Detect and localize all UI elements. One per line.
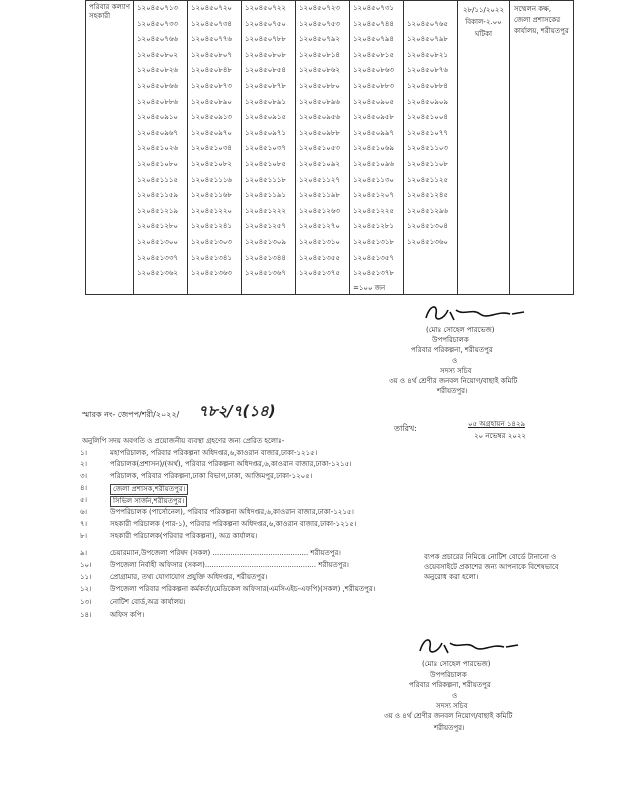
roll-number: ১২০৪৫০৯৬৭ [137, 128, 178, 137]
roll-column-5 [350, 1, 404, 295]
roll-number: ১২০৪৫১১৬৮ [191, 191, 232, 200]
roll-number: ১২০৪৫১১৯৮ [299, 191, 340, 200]
roll-number: ১২০৪৫০৯১০ [137, 113, 178, 122]
roll-number: ১২০৪৫১৩০৩ [191, 237, 232, 246]
roll-number: ১২০৪৫১২৪১ [191, 222, 232, 231]
roll-number: ১২০৪৫০৮২৬ [137, 66, 178, 75]
roll-number: ১২০৪৫১০৮২ [191, 159, 232, 168]
sig2-name: (মোঃ সোহেল পারভেজ) [422, 660, 491, 668]
roll-number: ১২০৪৫০৮৮৪ [407, 81, 448, 90]
roll-number: ১২০৪৫০৮৪৮ [191, 66, 232, 75]
roll-number: ১২০৪৫১১৯১ [245, 191, 286, 200]
roll-number: ১২০৪৫১২৫৭ [245, 222, 286, 231]
distribution-number: ৪। [80, 484, 88, 492]
signature-image [414, 633, 524, 659]
roll-number: ১২০৪৫০৭৬৬ [137, 35, 178, 44]
roll-number: ১২০৪৫১৩৫৭ [353, 253, 394, 262]
sig2-office: পরিবার পরিকল্পনা, শরীয়তপুর [409, 681, 491, 689]
memo-handwritten-number: ৭৮২/৭(১৪) [198, 402, 276, 420]
roll-number: ১২০৪৫০৮৮০ [299, 81, 340, 90]
roll-column-4 [296, 1, 350, 295]
roll-number: ১২০৪৫০৭৯২ [299, 35, 340, 44]
roll-number: ১২০৪৫১২২৫ [353, 206, 394, 215]
distribution-text: অফিস কপি। [110, 611, 145, 619]
roll-number: ১২০৪৫১৩৬২ [137, 269, 178, 278]
distribution-number: ৩। [80, 472, 88, 480]
distribution-number: ৯। [80, 549, 88, 557]
roll-number: ১২০৪৫১১০৩ [407, 144, 448, 153]
distribution-text: পরিচালক(প্রশাসন)/(অর্থ), পরিবার পরিকল্পনা অধিদপ্তর,৬,কাওরান বাজার,ঢাকা-১২১৫। [110, 460, 352, 468]
roll-number: ১২০৪৫০৯৫৬ [299, 113, 340, 122]
roll-number: ১২০৪৫১২৬৩ [299, 206, 340, 215]
distribution-number: ৭। [80, 520, 88, 528]
roll-number: ১২০৪৫০৮২১ [407, 50, 448, 59]
roll-number: ১২০৪৫১০০৪ [407, 113, 448, 122]
signature-image [420, 300, 530, 326]
roll-number: ১২০৪৫০৮৯০ [191, 97, 232, 106]
roll-number: ১২০৪৫১১১৮ [245, 175, 286, 184]
roll-number: ১২০৪৫১২৭০ [299, 222, 340, 231]
roll-number: ১২০৪৫১০৫৩ [299, 144, 340, 153]
roll-number: ১২০৪৫১০৬৯ [353, 144, 394, 153]
roll-number: ১২০৪৫০৭২০ [191, 4, 232, 12]
roll-number: ১২০৪৫১৩৩৭ [137, 253, 178, 262]
roll-number: ১২০৪৫১৩৪১ [191, 253, 232, 262]
roll-number: ১২০৪৫০৭৫৩ [299, 19, 340, 28]
roll-number: ১২০৪৫১১১৫ [137, 175, 178, 184]
roll-column-2 [188, 1, 242, 295]
roll-number: ১২০৪৫০৭৭৬ [191, 35, 232, 44]
roll-number [404, 1, 457, 17]
roll-number: ১২০৪৫১০৯৬ [353, 159, 394, 168]
sig1-committee: ৩য় ও ৪র্থ শ্রেণীর জনবল নিয়োগ/বাছাই কমিটি [389, 377, 518, 385]
distribution-text: সহকারী পরিচালক (পার-১), পরিবার পরিকল্পনা অধিদপ্তর,৬,কাওরান বাজার,ঢাকা-১২১৫। [110, 520, 357, 528]
roll-number: ১২০৪৫১৩০৪ [407, 222, 448, 231]
roll-number: ১২০৪৫০৯০৫ [353, 97, 394, 106]
roll-number: ১২০৪৫০৭৯৪ [353, 35, 394, 44]
roll-number: ১২০৪৫০৮৯১ [245, 97, 286, 106]
distribution-number: ৮। [80, 532, 88, 540]
exam-time: বিকাল-২.০০ ঘটিকা [465, 18, 502, 38]
roll-number: ১২০৪৫১৩৬৩ [191, 269, 232, 278]
roll-number: ১২০৪৫০৮০৮ [245, 50, 286, 59]
distribution-text: পরিচালক, পরিবার পরিকল্পনা,ঢাকা বিভাগ,ঢাকা, আজিমপুর,ঢাকা-১২০৫। [110, 472, 313, 480]
roll-number: ১২০৪৫০৮০৭ [191, 50, 232, 59]
roll-number: ১২০৪৫০৭৬৫ [407, 19, 448, 28]
roll-number-table [85, 0, 574, 295]
distribution-number: ১৩। [80, 598, 92, 606]
roll-number: ১২০৪৫১১২৭ [299, 175, 340, 184]
sig2-place: শরীয়তপুর। [434, 724, 465, 732]
roll-number: ১২০৪৫১১৫৯ [137, 191, 178, 200]
roll-number: ১২০৪৫১০৩৪ [191, 144, 232, 153]
roll-number: ১২০৪৫১১২৫ [407, 175, 448, 184]
distribution-text: প্রোগ্রামার, তথ্য যোগাযোগ প্রযুক্তি অধিদপ্তর, শরীয়তপুর। [110, 573, 268, 581]
roll-number: ১২০৪৫১২২০ [191, 206, 232, 215]
distribution-number: ১০। [80, 561, 92, 569]
roll-number: ১২০৪৫০৮৯৬ [299, 97, 340, 106]
roll-number: ১২০৪৫১০৩৭ [245, 144, 286, 153]
roll-number: ১২০৪৫১১০৮ [407, 159, 448, 168]
distribution-text: মহাপরিচালক, পরিবার পরিকল্পনা অধিদপ্তর,৬,কাওরান বাজার,ঢাকা-১২১৫। [110, 449, 318, 457]
distribution-number: ১১। [80, 573, 92, 581]
roll-number: ১২০৪৫০৯৮৮ [299, 128, 340, 137]
memo-intro: অনুলিপি সদয় অবগতি ও প্রয়োজনীয় ব্যবস্থা গ্রহণের জন্য প্রেরিত হলোঃ- [82, 437, 285, 445]
notice-note: ব্যপক প্রচারের নিমিত্তে নোটিশ বোর্ডে টানানো ও ওয়েবসাইটে প্রকাশের জন্য আপনাকে বিশেষভাবে অনুরোধ করা হলো। [424, 553, 559, 581]
roll-number: ১২০৪৫১৩৭৫ [299, 269, 340, 278]
distribution-number: ১৪। [80, 611, 92, 619]
total-count: =১০০ জন [353, 283, 386, 292]
distribution-text: উপজেলা পরিবার পরিকল্পনা কর্মকর্তা/মেডিকেল অফিসার(এমসিএইচ-এফপি)(সকল) ,শরীয়তপুর। [110, 585, 376, 593]
roll-number: ১২০৪৫১১১৬ [191, 175, 232, 184]
sig1-role: সদস্য সচিব [440, 367, 472, 375]
roll-number: ১২০৪৫০৮০২ [137, 50, 178, 59]
roll-number: ১২০৪৫১০৮৫ [245, 159, 286, 168]
roll-number: ১২০৪৫০৮৬৩ [353, 66, 394, 75]
distribution-number: ১২। [80, 585, 92, 593]
distribution-text: উপপরিচালক (পার্সোনেল), পরিবার পরিকল্পনা অধিদপ্তর,৬,কাওরান বাজার,ঢাকা-১২১৫। [110, 508, 354, 516]
memo-date-label: তারিখ: [394, 424, 417, 433]
roll-number: ১২০৪৫০৯৫৮ [353, 113, 394, 122]
distribution-text: নোটিশ বোর্ড,অত্র কার্যালয়। [110, 598, 186, 606]
roll-number: ১২০৪৫০৮১৪ [299, 50, 340, 59]
roll-number: ১২০৪৫১০৮০ [137, 159, 178, 168]
roll-number: ১২০৪৫১১৩০ [353, 175, 394, 184]
roll-column-6 [404, 1, 458, 295]
roll-number: ১২০৪৫১২১৯ [137, 206, 178, 215]
roll-column-1 [134, 1, 188, 295]
distribution-number: ৫। [80, 496, 88, 504]
distribution-text: জেলা প্রশাসক,শরীয়তপুর। [110, 484, 188, 495]
distribution-number: ৬। [80, 508, 88, 516]
roll-number: ১২০৪৫০৭৯৮ [407, 35, 448, 44]
date-time-cell [458, 1, 510, 295]
sig2-committee: ৩য় ও ৪র্থ শ্রেণীর জনবল নিয়োগ/বাছাই কমিটি [384, 712, 513, 720]
memo-label: স্মারক নং- জেপপ/শরী/২০২২/ [82, 410, 180, 419]
roll-number: ১২০৪৫১৩৬৭ [245, 269, 286, 278]
roll-number: ১২০৪৫১৩০০ [137, 237, 178, 246]
roll-number: ১২০৪৫১৩০৯ [245, 237, 286, 246]
roll-number: ১২০৪৫১৩৫৫ [299, 253, 340, 262]
sig2-designation: উপপরিচালক [430, 671, 467, 679]
distribution-text: চেয়ারম্যান,উপজেলা পরিষদ (সকল) ........................................... শরীয়তপুর। [110, 549, 341, 557]
roll-number: ১২০৪৫০৯৭১ [245, 128, 286, 137]
roll-number [404, 251, 457, 267]
roll-number: ১২০৪৫০৭২৩ [299, 4, 340, 12]
roll-number: ১২০৪৫১৩৪৪ [245, 253, 286, 262]
roll-number: ১২০৪৫১৩৬০ [407, 237, 448, 246]
sig1-office: পরিবার পরিকল্পনা, শরীয়তপুর [411, 346, 493, 354]
memo-date-bangla: ০৫ অগ্রহায়ন ১৪২৯ [468, 420, 526, 428]
roll-number: ১২০৪৫১৩১০ [299, 237, 340, 246]
sig2-and: ও [452, 692, 458, 700]
roll-number: ১২০৪৫০৮৭৮ [245, 81, 286, 90]
sig2-role: সদস্য সচিব [436, 702, 468, 710]
sig1-and: ও [452, 357, 458, 365]
roll-number: ১২০৪৫০৯১৩ [191, 113, 232, 122]
roll-number: ১২০৪৫০৮৫৪ [245, 66, 286, 75]
roll-number: ১২০৪৫০৮৮৬ [137, 97, 178, 106]
roll-number: ১২০৪৫০৯১৫ [245, 113, 286, 122]
sig1-designation: উপপরিচালক [432, 336, 469, 344]
exam-date: ২৮/১১/২০২২ [462, 6, 505, 14]
roll-number: ১২০৪৫১২৮০ [137, 222, 178, 231]
sig1-place: শরীয়তপুর। [437, 387, 468, 395]
post-name-cell: পরিবার কল্যাণ সহকারী [86, 1, 134, 295]
distribution-text: উপজেলা নির্বাহী অফিসার (সকল).................................................. শরীয়তপুর। [110, 561, 349, 569]
roll-number: ১২০৪৫০৭৩৪ [191, 19, 232, 28]
roll-number: ১২০৪৫০৭২২ [245, 4, 286, 12]
roll-number: ১২০৪৫১৩১৮ [353, 237, 394, 246]
distribution-text: সিভিল সার্জন,শরীয়তপুর। [110, 496, 187, 507]
venue-cell: সম্মেলন কক্ষ, জেলা প্রশাসকের কার্যালয়, শরীয়তপুর [510, 1, 574, 295]
roll-number [404, 266, 457, 282]
memo-date-english: ২০ নভেম্বর ২০২২ [474, 432, 526, 440]
roll-number: ১২০৪৫১২৮১ [353, 222, 394, 231]
roll-number: ১২০৪৫০৮৬২ [299, 66, 340, 75]
sig1-name: (মোঃ সোহেল পারভেজ) [426, 326, 495, 334]
signature-block-2 [414, 633, 524, 659]
distribution-number: ১। [80, 449, 88, 457]
roll-number: ১২০৪৫১২৪৫ [407, 191, 448, 200]
roll-number: ১২০৪৫১২২২ [245, 206, 286, 215]
distribution-text: সহকারী পরিচালক(পরিবার পরিকল্পনা), অত্র কার্যালয়। [110, 532, 258, 540]
roll-number: ১২০৪৫০৮৭৬ [407, 66, 448, 75]
distribution-number: ২। [80, 460, 88, 468]
roll-number: ১২০৪৫১০২৬ [137, 144, 178, 153]
roll-number: ১২০৪৫০৯০৯ [407, 97, 448, 106]
roll-number: ১২০৪৫০৭১৩ [137, 4, 178, 12]
roll-number: ১২০৪৫০৮৬৬ [137, 81, 178, 90]
roll-number: ১২০৪৫০৭৩৩ [137, 19, 178, 28]
roll-number: ১২০৪৫১০৭৭ [407, 128, 448, 137]
roll-number: ১২০৪৫০৮৭৩ [191, 81, 232, 90]
roll-number: ১২০৪৫০৭৮৮ [245, 35, 286, 44]
roll-number: ১২০৪৫১০৯২ [299, 159, 340, 168]
roll-number: ১২০৪৫০৮৮৩ [353, 81, 394, 90]
roll-number: ১২০৪৫০৮১৫ [353, 50, 394, 59]
roll-number: ১২০৪৫০৭৪৪ [353, 19, 394, 28]
roll-number: ১২০৪৫০৭৩১ [353, 4, 394, 12]
signature-block-1 [420, 300, 530, 326]
roll-number: ১২০৪৫১২০৭ [353, 191, 394, 200]
roll-number: ১২০৪৫০৯৯৭ [353, 128, 394, 137]
roll-number: ১২০৪৫০৯৭০ [191, 128, 232, 137]
roll-number: ১২০৪৫১২৯৬ [407, 206, 448, 215]
roll-number: ১২০৪৫০৭৫০ [245, 19, 286, 28]
roll-column-3 [242, 1, 296, 295]
roll-number: ১২০৪৫১৩৭৮ [353, 269, 394, 278]
